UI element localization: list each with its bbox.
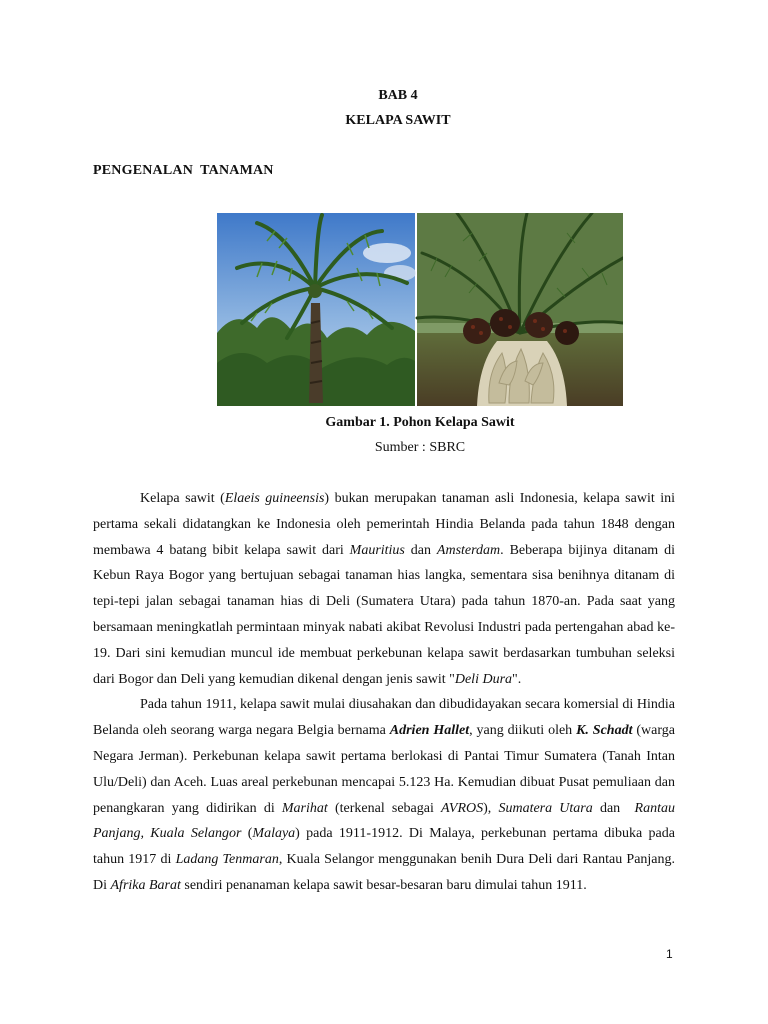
figure-source: Sumber : SBRC bbox=[374, 440, 466, 455]
figure-svg bbox=[217, 213, 623, 406]
figure-photos bbox=[217, 213, 623, 406]
oil-palm-tree-photo bbox=[217, 213, 416, 406]
page-number: 1 bbox=[666, 947, 673, 961]
paragraph-1: Kelapa sawit (Elaeis guineensis) bukan merupakan tanaman asli Indonesia, kelapa sawit ini pertama sekali didatangkan ke Indonesia oleh pemerintah Hindia Belanda pada tahun 1848 dengan membawa 4 batang bibit kelapa sawit dari Mauritius dan Amsterdam. Beberapa bijinya ditanam di Kebun Raya Bogor yang bertujuan sebagai tanaman hias langka, sementara sisa benihnya ditanam di tepi-tepi jalan sebagai tanaman hias di Deli (Sumatera Utara) pada tahun 1870-an. Pada saat yang bersamaan meningkatlah permintaan minyak nabati akibat Revolusi Industri pada pertengahan abad ke-19. Dari sini kemudian muncul ide membuat perkebunan kelapa sawit berdasarkan tumbuhan seleksi dari Bogor dan Deli yang kemudian dikenal dengan jenis sawit "Deli Dura". bbox=[93, 491, 675, 687]
body-text bbox=[93, 486, 675, 899]
oil-palm-fruit-bunch-photo bbox=[417, 213, 623, 406]
paragraph-2: Pada tahun 1911, kelapa sawit mulai diusahakan dan dibudidayakan secara komersial di Hindia Belanda oleh seorang warga negara Belgia bernama Adrien Hallet, yang diikuti oleh K. Schadt (warga Negara Jerman). Perkebunan kelapa sawit pertama berlokasi di Pantai Timur Sumatera (Tanah Intan Ulu/Deli) dan Aceh. Luas areal perkebunan mencapai 5.123 Ha. Kemudian dibuat Pusat pemuliaan dan penangkaran yang didirikan di Marihat (terkenal sebagai AVROS), Sumatera Utara dan Rantau Panjang, Kuala Selangor (Malaya) pada 1911-1912. Di Malaya, perkebunan pertama dibuka pada tahun 1917 di Ladang Tenmaran, Kuala Selangor menggunakan benih Dura Deli dari Rantau Panjang. Di Afrika Barat sendiri penanaman kelapa sawit besar-besaran baru dimulai tahun 1911. bbox=[93, 697, 676, 893]
figure-caption: Gambar 1. Pohon Kelapa Sawit bbox=[325, 415, 515, 430]
section-heading: PENGENALAN TANAMAN bbox=[93, 163, 274, 178]
chapter-number: BAB 4 bbox=[378, 88, 418, 103]
chapter-title: KELAPA SAWIT bbox=[345, 113, 451, 128]
